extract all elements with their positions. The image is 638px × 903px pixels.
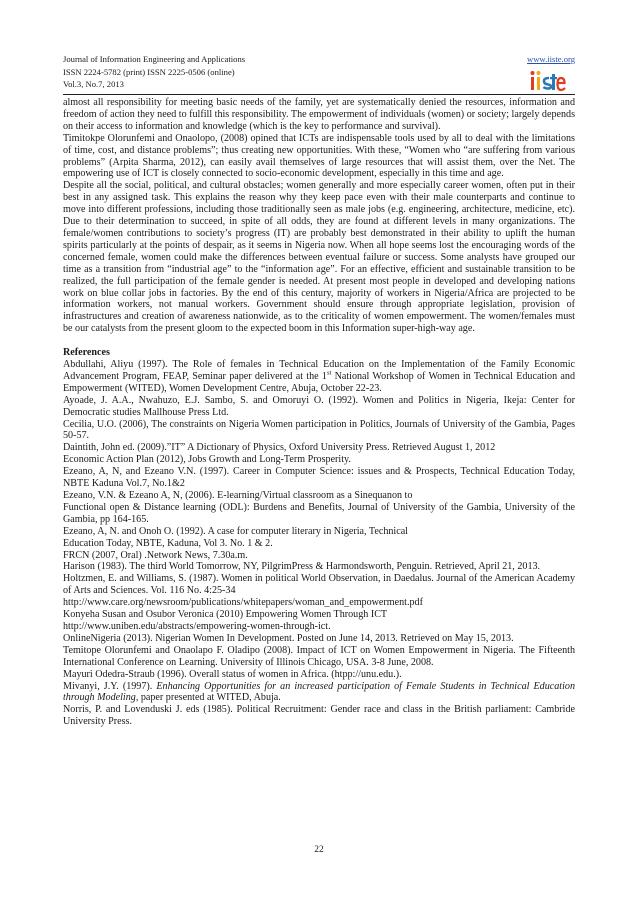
page-number: 22 (314, 845, 324, 855)
reference-entry: OnlineNigeria (2013). Nigerian Women In Development. Posted on June 14, 2013. Retrieved on May 15, 2013. (63, 632, 514, 644)
iiste-logo (529, 68, 567, 92)
reference-entry: Holtzmen, E. and Williams, S. (1987). Women in political World Observation, in Daedalus. Journal of the American Academy of Arts and Sciences. Vol. 116 No. 4:25-34 (63, 573, 575, 597)
header-divider (63, 94, 575, 95)
article-body (63, 97, 575, 728)
issn-line: ISSN 2224-5782 (print) ISSN 2225-0506 (online) (63, 66, 235, 77)
reference-entry: Cecilia, U.O. (2006), The constraints on Nigeria Women participation in Politics, Journals of University of the Gambia, Pages 50-57. (63, 418, 575, 442)
reference-entry: Education Today, NBTE, Kaduna, Vol 3. No. 1 & 2. (63, 537, 273, 549)
volume-line: Vol.3, No.7, 2013 (63, 79, 124, 89)
reference-entry: http://www.uniben.edu/abstracts/empowering-women-through-ict. (63, 620, 331, 632)
reference-entry: Norris, P. and Lovenduski J. eds (1985). Political Recruitment: Gender race and class in the British parliament: Cambride University Press. (63, 704, 575, 728)
reference-entry: Economic Action Plan (2012), Jobs Growth and Long-Term Prosperity. (63, 454, 351, 466)
journal-name: Journal of Information Engineering and Applications (63, 54, 246, 64)
references-heading: References (63, 347, 110, 359)
reference-entry: Harison (1983). The third World Tomorrow, NY, PilgrimPress & Harmondsworth, Penguin. Retrieved, April 21, 2013. (63, 561, 541, 573)
reference-entry: http://www.care.org/newsroom/publications/whitepapers/woman_and_empowerment.pdf (63, 597, 423, 609)
body-paragraph: Timitokpe Olorunfemi and Onaolopo, (2008) opined that ICTs are indispensable tools used by all to deal with the limitations of time, cost, and distance problems”; thus creating new opportunities. With these, “Women who “are suffering from various problems” (Arpita Sharma, 2012), can easily avail themselves of large resources that will assist them, over the Net. The empowering use of ICT is closely connected to socio-economic development, especially in this time and age. (63, 132, 575, 180)
reference-entry: Functional open & Distance learning (ODL): Burdens and Benefits, Journal of University of the Gambia, University of the Gambia, pp 164-165. (63, 501, 575, 525)
reference-entry: Mayuri Odedra-Straub (1996). Overall status of women in Africa. (htpp://unu.edu.). (63, 668, 402, 680)
reference-entry: FRCN (2007, Oral) .Network News, 7.30a.m. (63, 549, 248, 561)
reference-entry: Mivanyi, J.Y. (1997). Enhancing Opportunities for an increased participation of Female Students in Technical Education through Modeling, paper presented at WITED, Abuja. (63, 680, 575, 704)
reference-entry: Ezeano, A, N. and Onoh O. (1992). A case for computer literary in Nigeria, Technical (63, 525, 408, 537)
journal-website-link[interactable]: www.iiste.org (527, 54, 575, 64)
reference-entry: Daintith, John ed. (2009).”IT” A Dictionary of Physics, Oxford University Press. Retrieved August 1, 2012 (63, 442, 496, 454)
reference-entry: Konyeha Susan and Osubor Veronica (2010) Empowering Women Through ICT (63, 609, 388, 621)
references-list (63, 359, 575, 728)
reference-entry: Ayoade, J. A.A., Nwahuzo, E.J. Sambo, S. and Omoruyi O. (1992). Women and Politics in Nigeria, Ikeja: Center for Democratic studies Mallhouse Press Ltd. (63, 394, 575, 418)
reference-entry: Temitope Olorunfemi and Onaolapo F. Oladipo (2008). Impact of ICT on Women Empowerment in Nigeria. The Fifteenth International Conference on Learning. University of Illinois Chicago, USA. 3-8 June, 2008. (63, 644, 575, 668)
reference-entry: Ezeano, V.N. & Ezeano A, N, (2006). E-learning/Virtual classroom as a Sinequanon to (63, 490, 413, 501)
body-paragraph: almost all responsibility for meeting basic needs of the family, yet are systematically denied the resources, information and freedom of action they need to fulfill this responsibility. The empowerment of individuals (women) or society; largely depends on their access to information and knowledge (which is the key to performance and survival). (63, 97, 575, 132)
reference-entry: Abdullahi, Aliyu (1997). The Role of females in Technical Education on the Implementation of the Family Economic Advancement Program, FEAP, Seminar paper delivered at the 1st National Workshop of Women in Technical Education and Empowerment (WITED), Women Development Centre, Abuja, October 22-23. (63, 359, 575, 394)
body-paragraph: Despite all the social, political, and cultural obstacles; women generally and more especially career women, often put in their best in any assigned task. This explains the reason why they keep pace even with their male counterparts and continue to move into different professions, including those traditionally seen as male jobs (e.g. engineering, architecture, medicine, etc). Due to their determination to succeed, in spite of all odds, they are found at different levels in many organizations. The female/women contributions to society’s progress (IT) are probably best demonstrated in their ability to uplift the human spirits particularly at the points of despair, as it seems in Nigeria now. When all hope seems lost the encouraging words of the concerned female, women could make the differences between eventual failure or success. Some analysts have grouped our time as a transition from “industrial age” to the “information age”. For an effective, efficient and sustainable transition to be realized, the full participation of the female gender is needed. At present most people in developed and developing nations work on blue collar jobs in factories. By the end of this century, majority of workers in Nigeria/Africa are projected to be information workers, not manual workers. Government should ensure through appropriate legislation, provision of infrastructures and creation of awareness nationwide, as to the criticality of women empowerment. The women/females must be our catalysts from the present gloom to the expected boom in this Information super-high-way age. (63, 180, 575, 335)
reference-entry: Ezeano, A, N, and Ezeano V.N. (1997). Career in Computer Science: issues and & Prospects, Technical Education Today, NBTE Kaduna Vol.7, No.1&2 (63, 466, 575, 490)
